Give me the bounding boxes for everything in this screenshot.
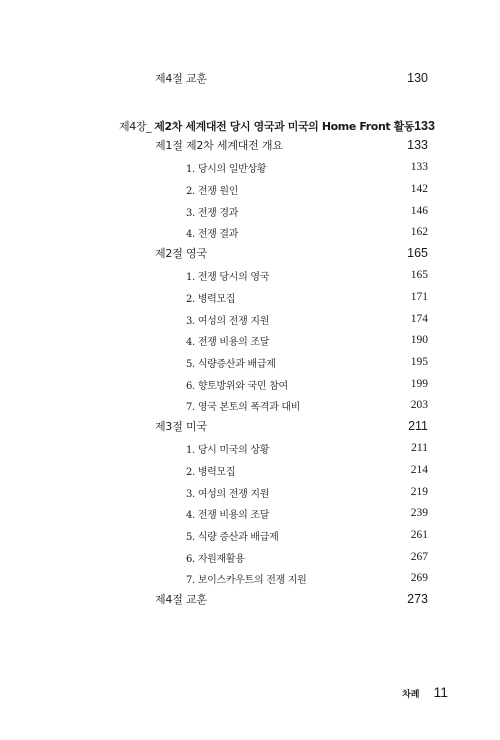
item-page: 261 <box>410 529 428 541</box>
footer-label: 차례 <box>402 690 420 700</box>
toc-item-2-4[interactable] <box>186 329 428 351</box>
toc-item-1-2[interactable] <box>186 178 428 200</box>
toc-section-1[interactable] <box>155 134 428 156</box>
toc-item-3-5[interactable] <box>186 524 428 546</box>
item-page: 171 <box>410 291 428 303</box>
item-title: 1. 당시 미국의 상황 <box>186 444 270 456</box>
page-footer <box>402 684 448 700</box>
item-title: 4. 전쟁 비용의 조달 <box>186 509 270 521</box>
item-title: 6. 향토방위와 국민 참여 <box>186 380 288 392</box>
toc-section-4[interactable] <box>155 588 428 610</box>
toc-section-3[interactable] <box>155 415 428 437</box>
toc-item-1-3[interactable] <box>186 200 428 222</box>
toc-section-2[interactable] <box>155 242 428 264</box>
item-title: 1. 당시의 일반상황 <box>186 163 267 175</box>
toc-item-1-1[interactable] <box>186 156 428 178</box>
toc-item-2-5[interactable] <box>186 351 428 373</box>
toc-item-2-7[interactable] <box>186 394 428 416</box>
section-title: 제3절 미국 <box>155 420 207 433</box>
item-title: 6. 자원재활용 <box>186 553 245 565</box>
page-number: 11 <box>433 684 448 700</box>
toc-item-3-7[interactable] <box>186 567 428 589</box>
toc-item-2-3[interactable] <box>186 308 428 330</box>
item-page: 146 <box>410 205 428 217</box>
toc-entry-prev-lessons[interactable] <box>155 67 428 89</box>
item-page: 195 <box>410 356 428 368</box>
item-title: 3. 여성의 전쟁 지원 <box>186 315 270 327</box>
toc-item-2-1[interactable] <box>186 264 428 286</box>
item-page: 203 <box>410 399 428 411</box>
chapter-page: 133 <box>414 119 435 133</box>
toc-item-2-6[interactable] <box>186 373 428 395</box>
item-title: 4. 전쟁 결과 <box>186 228 239 240</box>
chapter-prefix: 제4장_ <box>119 120 152 133</box>
item-page: 190 <box>410 334 428 346</box>
item-page: 165 <box>410 269 428 281</box>
item-title: 5. 식량증산과 배급제 <box>186 358 276 370</box>
item-page: 219 <box>410 486 428 498</box>
toc-item-3-2[interactable] <box>186 459 428 481</box>
section-title: 제1절 제2차 세계대전 개요 <box>155 139 283 152</box>
item-title: 7. 영국 본토의 폭격과 대비 <box>186 401 301 413</box>
item-title: 3. 여성의 전쟁 지원 <box>186 488 270 500</box>
section-page: 165 <box>407 246 428 260</box>
item-page: 142 <box>410 183 428 195</box>
item-page: 162 <box>410 226 428 238</box>
item-title: 2. 병력모집 <box>186 293 236 305</box>
toc-item-3-3[interactable] <box>186 481 428 503</box>
section-page: 273 <box>407 592 428 606</box>
item-page: 214 <box>410 464 428 476</box>
chapter-title: 제2차 세계대전 당시 영국과 미국의 Home Front 활동 <box>154 120 415 133</box>
item-page: 174 <box>410 313 428 325</box>
toc-item-3-4[interactable] <box>186 502 428 524</box>
section-title: 제4절 교훈 <box>155 593 207 606</box>
item-title: 4. 전쟁 비용의 조달 <box>186 336 270 348</box>
item-page: 239 <box>410 507 428 519</box>
item-title: 2. 전쟁 원인 <box>186 185 239 197</box>
toc-item-1-4[interactable] <box>186 221 428 243</box>
item-title: 1. 전쟁 당시의 영국 <box>186 271 270 283</box>
toc-entry-page: 130 <box>407 71 428 85</box>
section-page: 211 <box>408 419 428 433</box>
item-title: 3. 전쟁 경과 <box>186 207 239 219</box>
item-page: 269 <box>410 572 428 584</box>
toc-item-3-1[interactable] <box>186 437 428 459</box>
section-page: 133 <box>407 138 428 152</box>
item-page: 211 <box>411 442 428 454</box>
section-title: 제2절 영국 <box>155 247 207 260</box>
toc-entry-title: 제4절 교훈 <box>155 72 207 85</box>
item-page: 133 <box>410 161 428 173</box>
item-page: 267 <box>410 551 428 563</box>
chapter-heading <box>119 118 414 134</box>
item-title: 7. 보이스카우트의 전쟁 지원 <box>186 574 307 586</box>
item-title: 2. 병력모집 <box>186 466 236 478</box>
toc-item-3-6[interactable] <box>186 546 428 568</box>
toc-item-2-2[interactable] <box>186 286 428 308</box>
item-title: 5. 식량 증산과 배급제 <box>186 531 279 543</box>
item-page: 199 <box>410 378 428 390</box>
